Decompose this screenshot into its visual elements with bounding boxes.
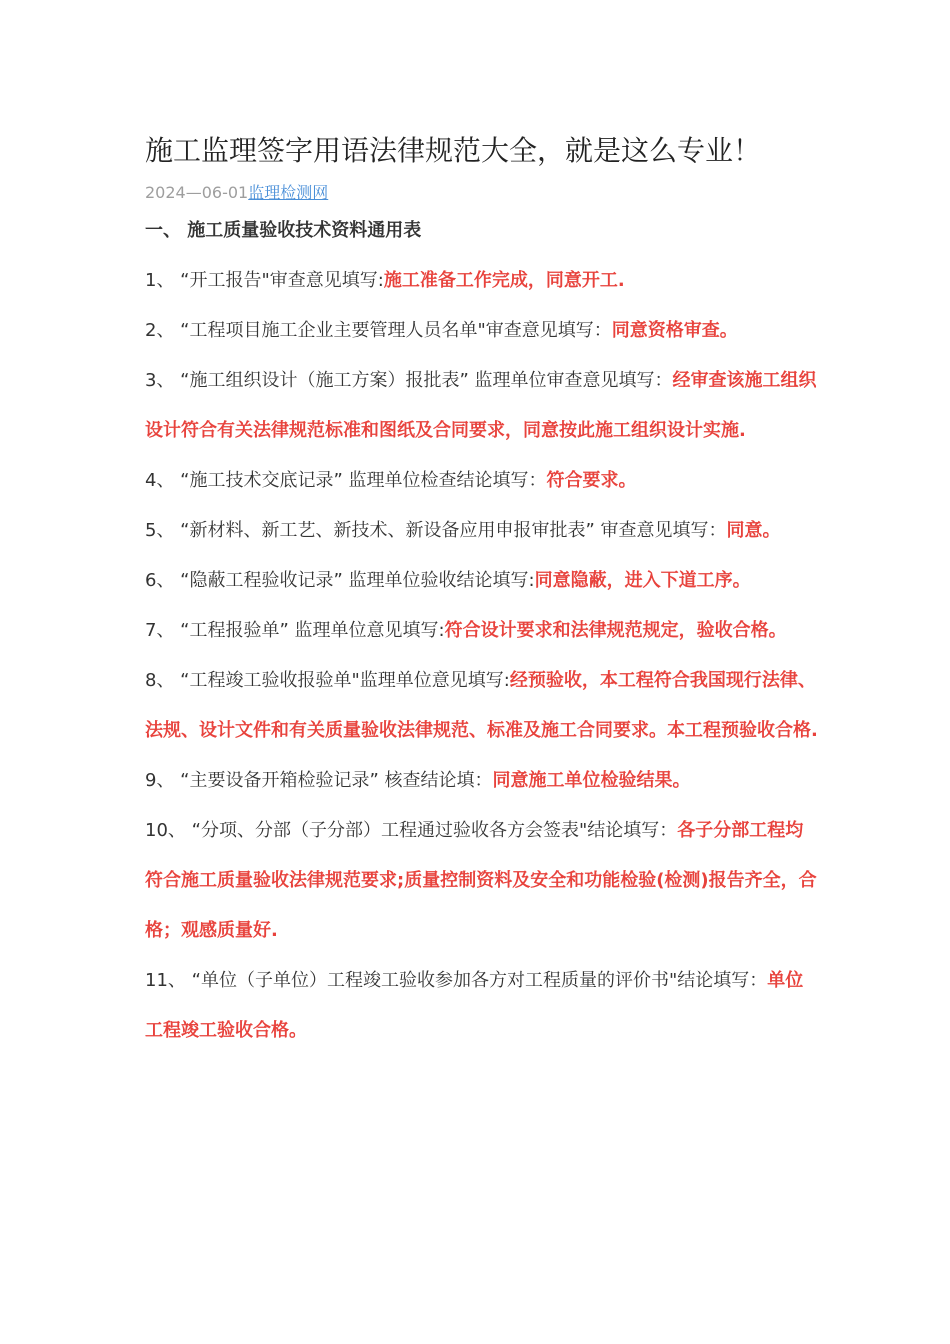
item-answer: 施工准备工作完成，同意开工. xyxy=(383,270,625,291)
list-item xyxy=(145,256,820,306)
item-answer: 同意资格审查。 xyxy=(611,320,738,341)
item-answer: 经预验收，本工程符合我国现行法律、法规、设计文件和有关质量验收法律规范、标准及施工合同要求。本工程预验收合格. xyxy=(145,670,818,741)
item-answer: 符合设计要求和法律规范规定，验收合格。 xyxy=(444,620,787,641)
article-meta xyxy=(145,182,328,204)
article-body xyxy=(145,206,820,1056)
item-answer: 符合要求。 xyxy=(546,470,637,491)
list-item xyxy=(145,656,820,756)
publish-date: 2024—06-01 xyxy=(145,183,249,202)
list-item xyxy=(145,456,820,506)
item-question: 10、 “分项、分部（子分部）工程通过验收各方会签表"结论填写： xyxy=(145,820,678,841)
item-question: 3、 “施工组织设计（施工方案）报批表” 监理单位审查意见填写： xyxy=(145,370,673,391)
item-question: 9、 “主要设备开箱检验记录” 核查结论填： xyxy=(145,770,493,791)
item-question: 4、 “施工技术交底记录” 监理单位检查结论填写： xyxy=(145,470,547,491)
item-question: 11、 “单位（子单位）工程竣工验收参加各方对工程质量的评价书"结论填写： xyxy=(145,970,768,991)
list-item xyxy=(145,806,820,956)
item-answer: 同意施工单位检验结果。 xyxy=(492,770,691,791)
list-item xyxy=(145,606,820,656)
item-answer: 同意。 xyxy=(726,520,781,541)
list-item xyxy=(145,556,820,606)
item-question: 6、 “隐蔽工程验收记录” 监理单位验收结论填写: xyxy=(145,570,535,591)
source-link[interactable]: 监理检测网 xyxy=(248,183,329,202)
item-question: 2、 “工程项目施工企业主要管理人员名单"审查意见填写： xyxy=(145,320,612,341)
item-question: 1、 “开工报告"审查意见填写: xyxy=(145,270,384,291)
list-item xyxy=(145,506,820,556)
item-answer: 单位工程竣工验收合格。 xyxy=(145,970,804,1041)
list-item xyxy=(145,306,820,356)
article-title: 施工监理签字用语法律规范大全，就是这么专业！ xyxy=(145,134,762,167)
item-answer: 经审查该施工组织设计符合有关法律规范标准和图纸及合同要求，同意按此施工组织设计实施. xyxy=(145,370,817,441)
item-question: 7、 “工程报验单” 监理单位意见填写: xyxy=(145,620,445,641)
list-item xyxy=(145,756,820,806)
list-item xyxy=(145,956,820,1056)
item-answer: 同意隐蔽，进入下道工序。 xyxy=(534,570,751,591)
list-item xyxy=(145,356,820,456)
item-question: 5、 “新材料、新工艺、新技术、新设备应用申报审批表” 审查意见填写： xyxy=(145,520,727,541)
item-answer: 各子分部工程均符合施工质量验收法律规范要求;质量控制资料及安全和功能检验(检测)报告齐全，合格；观感质量好. xyxy=(145,820,817,941)
section-heading: 一、 施工质量验收技术资料通用表 xyxy=(145,220,422,241)
item-question: 8、 “工程竣工验收报验单"监理单位意见填写: xyxy=(145,670,510,691)
